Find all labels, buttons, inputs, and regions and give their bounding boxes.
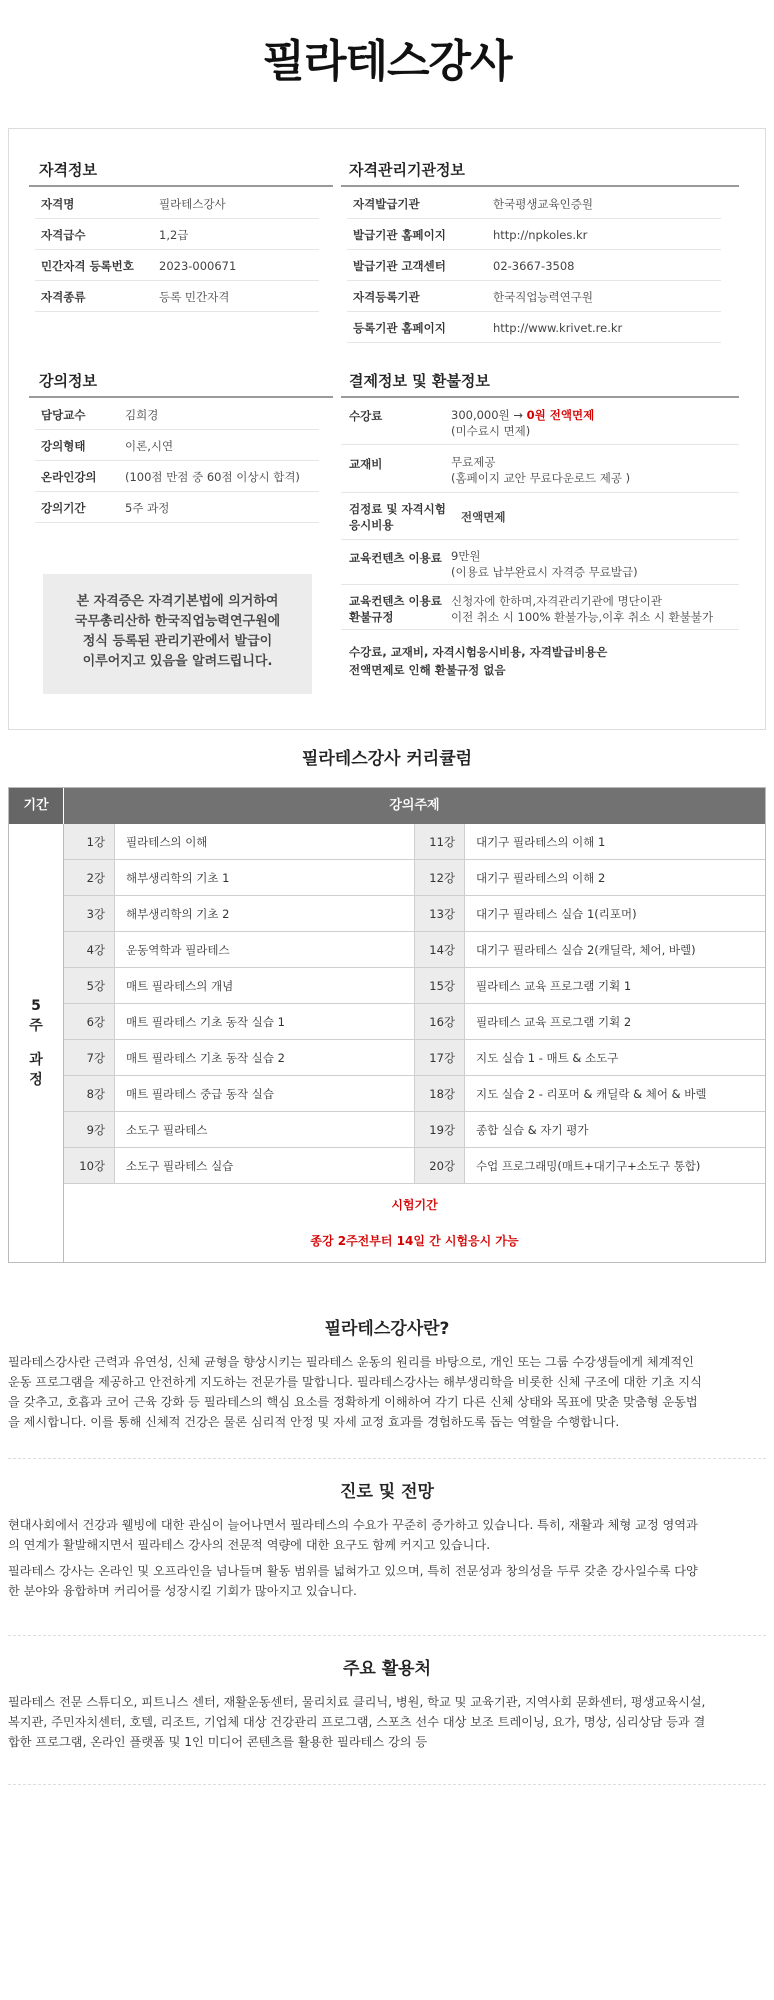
lecture-row [64,1076,765,1112]
payment-row-tuition [341,401,739,445]
section-divider [8,1458,766,1459]
lecture-number: 10강 [64,1148,114,1183]
row-key: 민간자격 등록번호 [41,259,134,273]
lecture-number: 3강 [64,896,114,931]
refund-value-line: 이전 취소 시 100% 환불가능,이후 취소 시 환불불가 [451,610,714,624]
cell-divider [114,1040,115,1076]
lecture-topic: 지도 실습 1 - 매트 & 소도구 [476,1051,619,1065]
lecture-topic: 필라테스 교육 프로그램 기획 2 [476,1015,632,1029]
lecture-row [64,824,765,860]
refund-key-line: 환불규정 [349,610,394,624]
cell-divider [464,1148,465,1184]
row-key: 자격종류 [41,290,86,304]
period-text: 정 [29,1072,43,1088]
content-key: 교육컨텐츠 이용료 [349,551,442,565]
lecture-topic: 종합 실습 & 자기 평가 [476,1123,589,1137]
about-line: 을 갖추고, 호흡과 코어 근육 강화 등 필라테스의 핵심 요소를 정확하게 이해하여 각기 다른 신체 상태와 목표에 맞춘 맞춤형 운동법 [8,1395,698,1409]
lecture-row [64,860,765,896]
exam-desc: 종강 2주전부터 14일 간 시험응시 가능 [310,1234,519,1248]
org-info-heading: 자격관리기관정보 [349,161,465,179]
lecture-number: 1강 [64,824,114,859]
row-key: 자격발급기관 [353,197,420,211]
row-value: 김희경 [125,408,159,422]
lecture-topic: 매트 필라테스 중급 동작 실습 [126,1087,274,1101]
material-note: (홈페이지 교안 무료다운로드 제공 ) [451,471,631,485]
about-title: 필라테스강사란? [324,1319,450,1339]
payment-divider [341,396,739,398]
material-value: 무료제공 [451,455,496,469]
cell-divider [114,824,115,860]
row-key: 담당교수 [41,408,86,422]
lecture-info-row [35,400,319,430]
lecture-info-row [35,462,319,492]
lecture-topic: 소도구 필라테스 [126,1123,208,1137]
org-info-row [347,282,721,312]
cell-divider [414,1148,415,1184]
cert-info-divider [29,185,333,187]
notice-box [43,574,312,694]
cell-divider [114,1076,115,1112]
career-line: 필라테스 강사는 온라인 및 오프라인을 넘나들며 활동 범위를 넓혀가고 있으며, 특히 전문성과 창의성을 두루 갖춘 강사일수록 다양 [8,1564,698,1578]
page-title: 필라테스강사 [262,36,512,87]
row-key: 자격급수 [41,228,86,242]
payment-row-exam [341,494,739,540]
cell-divider [464,1112,465,1148]
cell-divider [464,824,465,860]
exam-key-line: 검정료 및 자격시험 [349,502,446,516]
notice-line: 이루어지고 있음을 알려드립니다. [82,654,273,669]
cell-divider [414,1040,415,1076]
tuition-key: 수강료 [349,409,383,423]
lecture-number: 16강 [414,1004,464,1039]
cert-info-heading: 자격정보 [39,161,97,179]
refund-key-line: 교육컨텐츠 이용료 [349,594,442,608]
exam-period-cell [64,1184,765,1262]
cell-divider [464,1004,465,1040]
exam-key-line: 응시비용 [349,518,394,532]
lecture-number: 6강 [64,1004,114,1039]
org-info-divider [341,185,739,187]
lecture-row [64,932,765,968]
row-key: 강의기간 [41,501,86,515]
curriculum-table [8,787,766,1263]
period-text: 과 [29,1052,43,1068]
lecture-number: 11강 [414,824,464,859]
career-title: 진로 및 전망 [340,1482,434,1502]
cell-divider [464,860,465,896]
lecture-number: 2강 [64,860,114,895]
col-header-period: 기간 [9,788,64,824]
lecture-info-row [35,493,319,523]
usage-body [8,1692,766,1752]
lecture-number: 19강 [414,1112,464,1147]
row-value: 이론,시연 [125,439,174,453]
org-info-row [347,189,721,219]
about-line: 을 제시합니다. 이를 통해 신체적 건강은 물론 심리적 안정 및 자세 교정 효과를 경험하도록 돕는 역할을 수행합니다. [8,1415,620,1429]
lecture-topic: 해부생리학의 기초 1 [126,871,230,885]
tuition-price: 300,000원 [451,408,510,422]
lecture-topic: 필라테스의 이해 [126,835,208,849]
lecture-topic: 대기구 필라테스의 이해 1 [476,835,606,849]
notice-line: 본 자격증은 자격기본법에 의거하여 [76,594,279,609]
lecture-row [64,896,765,932]
curriculum-title: 필라테스강사 커리큘럼 [301,749,473,769]
payment-row-material [341,446,739,493]
payment-row-refund [341,586,739,630]
row-key: 발급기관 홈페이지 [353,228,446,242]
cell-divider [114,860,115,896]
lecture-topic: 대기구 필라테스 실습 2(캐딜락, 체어, 바렐) [476,943,696,957]
cell-divider [114,896,115,932]
lecture-row [64,1112,765,1148]
row-value: 02-3667-3508 [493,259,575,273]
row-value: 한국직업능력연구원 [493,290,593,304]
career-line: 의 연계가 활발해지면서 필라테스 강사의 전문적 역량에 대한 요구도 함께 커지고 있습니다. [8,1538,491,1552]
usage-line: 복지관, 주민자치센터, 호텔, 리조트, 기업체 대상 건강관리 프로그램, 스포츠 선수 대상 보조 트레이닝, 요가, 명상, 심리상담 등과 결 [8,1715,706,1729]
exam-title: 시험기간 [391,1198,438,1212]
cell-divider [464,1076,465,1112]
lecture-number: 17강 [414,1040,464,1075]
lecture-topic: 지도 실습 2 - 리포머 & 캐딜락 & 체어 & 바렐 [476,1087,707,1101]
cell-divider [114,1004,115,1040]
lecture-topic: 수업 프로그래밍(매트+대기구+소도구 통합) [476,1159,701,1173]
lecture-topic: 대기구 필라테스 실습 1(리포머) [476,907,637,921]
content-value: 9만원 [451,549,481,563]
lecture-number: 14강 [414,932,464,967]
cell-divider [114,1112,115,1148]
payment-footer [349,643,607,679]
lecture-info-divider [29,396,333,398]
cell-divider [414,932,415,968]
row-key: 자격등록기관 [353,290,420,304]
cell-divider [114,932,115,968]
section-divider [8,1784,766,1785]
lecture-row [64,1148,765,1184]
notice-line: 국무총리산하 한국직업능력연구원에 [74,614,281,629]
material-key: 교재비 [349,457,383,471]
cell-divider [114,968,115,1004]
lecture-topic: 매트 필라테스 기초 동작 실습 2 [126,1051,285,1065]
lecture-info-heading: 강의정보 [39,372,97,390]
career-body [8,1515,766,1601]
cert-info-row [35,189,319,219]
cell-divider [414,896,415,932]
section-divider [8,1635,766,1636]
lecture-number: 15강 [414,968,464,1003]
refund-value-line: 신청자에 한하며,자격관리기관에 명단이관 [451,594,662,608]
lecture-topic: 운동역학과 필라테스 [126,943,230,957]
exam-value: 전액면제 [461,510,506,524]
lecture-number: 13강 [414,896,464,931]
lecture-number: 9강 [64,1112,114,1147]
about-line: 운동 프로그램을 제공하고 안전하게 지도하는 전문가를 말합니다. 필라테스강사는 해부생리학을 비롯한 신체 구조에 대한 기초 지식 [8,1375,702,1389]
tuition-note: (미수료시 면제) [451,424,531,438]
lecture-info-row [35,431,319,461]
row-value: 한국평생교육인증원 [493,197,593,211]
row-value: 5주 과정 [125,501,170,515]
info-box [8,128,766,730]
cell-divider [464,932,465,968]
lecture-topic: 매트 필라테스의 개념 [126,979,234,993]
content-note: (이용료 납부완료시 자격증 무료발급) [451,565,638,579]
lecture-number: 5강 [64,968,114,1003]
row-key: 등록기관 홈페이지 [353,321,446,335]
row-value: 필라테스강사 [159,197,226,211]
lecture-topic: 해부생리학의 기초 2 [126,907,230,921]
lecture-topic: 소도구 필라테스 실습 [126,1159,234,1173]
row-key: 자격명 [41,197,75,211]
cell-divider [414,1004,415,1040]
row-key: 온라인강의 [41,470,97,484]
row-value: (100점 만점 중 60점 이상시 합격) [125,470,300,484]
arrow-icon: → [513,408,523,422]
lecture-number: 4강 [64,932,114,967]
cell-divider [464,968,465,1004]
usage-line: 필라테스 전문 스튜디오, 피트니스 센터, 재활운동센터, 물리치료 클리닉, 병원, 학교 및 교육기관, 지역사회 문화센터, 평생교육시설, [8,1695,706,1709]
payment-footer-line: 수강료, 교재비, 자격시험응시비용, 자격발급비용은 [349,645,608,659]
payment-footer-line: 전액면제로 인해 환불규정 없음 [349,663,506,677]
org-info-row [347,220,721,250]
cell-divider [414,968,415,1004]
lecture-row [64,968,765,1004]
org-info-row [347,313,721,343]
org-info-row [347,251,721,281]
cell-divider [464,1040,465,1076]
row-value[interactable]: http://npkoles.kr [493,228,588,242]
career-line: 한 분야와 융합하며 커리어를 성장시킬 기회가 많아지고 있습니다. [8,1584,357,1598]
cell-divider [414,1076,415,1112]
row-value: 2023-000671 [159,259,237,273]
row-value: 1,2급 [159,228,189,242]
row-key: 강의형태 [41,439,86,453]
lecture-number: 20강 [414,1148,464,1183]
period-text: 주 [29,1018,43,1034]
usage-title: 주요 활용처 [342,1659,432,1679]
period-text: 5 [31,998,41,1014]
lecture-number: 18강 [414,1076,464,1111]
lecture-row [64,1004,765,1040]
tuition-free-badge: 0원 전액면제 [526,408,595,422]
period-cell [9,824,64,1262]
row-key: 발급기관 고객센터 [353,259,446,273]
usage-line: 합한 프로그램, 온라인 플랫폼 및 1인 미디어 콘텐츠를 활용한 필라테스 강의 등 [8,1735,428,1749]
cell-divider [114,1148,115,1184]
lecture-topic: 필라테스 교육 프로그램 기획 1 [476,979,632,993]
lecture-number: 8강 [64,1076,114,1111]
cell-divider [414,824,415,860]
row-value: 등록 민간자격 [159,290,230,304]
payment-heading: 결제정보 및 환불정보 [349,372,490,390]
payment-row-content [341,541,739,585]
lecture-topic: 대기구 필라테스의 이해 2 [476,871,606,885]
cert-info-row [35,251,319,281]
cell-divider [464,896,465,932]
lecture-number: 12강 [414,860,464,895]
cert-info-row [35,282,319,312]
career-line: 현대사회에서 건강과 웰빙에 대한 관심이 늘어나면서 필라테스의 수요가 꾸준히 증가하고 있습니다. 특히, 재활과 체형 교정 영역과 [8,1518,698,1532]
notice-line: 정식 등록된 관리기관에서 발급이 [82,634,273,649]
row-value[interactable]: http://www.krivet.re.kr [493,321,623,335]
tuition-value [451,407,594,423]
cert-info-row [35,220,319,250]
about-line: 필라테스강사란 근력과 유연성, 신체 균형을 향상시키는 필라테스 운동의 원리를 바탕으로, 개인 또는 그룹 수강생들에게 체계적인 [8,1355,694,1369]
cell-divider [414,1112,415,1148]
about-body [8,1352,766,1432]
lecture-topic: 매트 필라테스 기초 동작 실습 1 [126,1015,285,1029]
lecture-number: 7강 [64,1040,114,1075]
cell-divider [414,860,415,896]
lecture-row [64,1040,765,1076]
col-header-topic: 강의주제 [64,788,765,824]
